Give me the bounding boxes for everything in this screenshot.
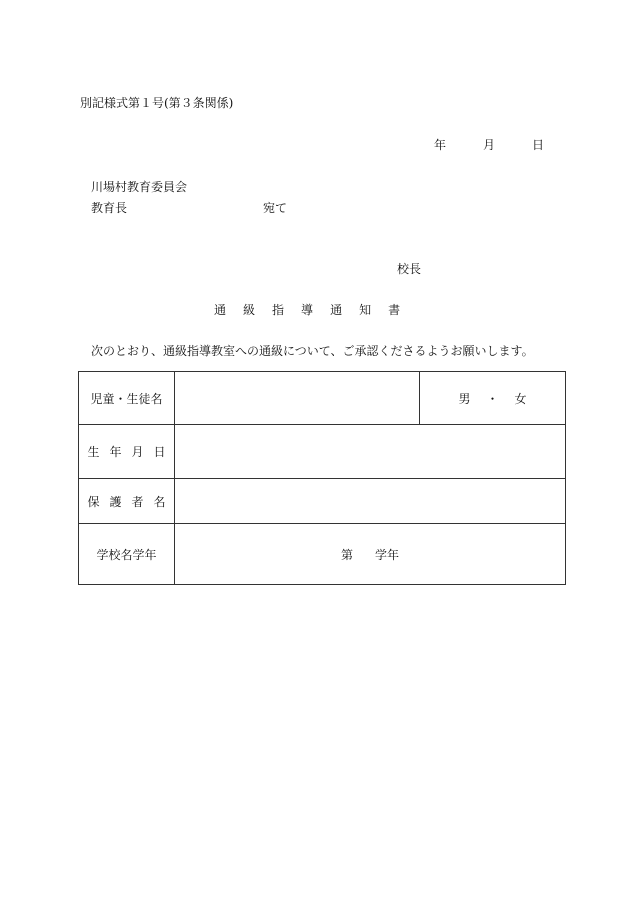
document-title	[214, 304, 417, 316]
title-char: 級	[243, 303, 256, 317]
label-char: 保	[87, 494, 100, 509]
label-char: 護	[109, 494, 122, 509]
sender-principal-label: 校長	[397, 262, 422, 276]
label-char: 生	[87, 445, 100, 459]
table-row	[79, 372, 566, 425]
date-month-label: 月	[483, 138, 496, 152]
birth-date-field[interactable]	[175, 425, 566, 479]
addressee-suffix: 宛て	[263, 201, 288, 215]
title-char: 通	[330, 303, 343, 317]
form-number-label: 別記様式第１号(第３条関係)	[80, 96, 234, 110]
school-grade-field[interactable]	[175, 524, 566, 585]
table-row	[79, 479, 566, 524]
grade-prefix: 第	[340, 547, 353, 562]
application-form-table	[78, 371, 566, 585]
label-char: 日	[153, 445, 166, 459]
title-char: 書	[388, 303, 401, 317]
addressee-title: 教育長	[91, 201, 128, 215]
label-char: 年	[109, 445, 122, 459]
date-year-label: 年	[434, 138, 447, 152]
title-char: 指	[272, 303, 285, 317]
title-char: 導	[301, 303, 314, 317]
title-char: 通	[214, 303, 227, 317]
gender-male[interactable]: 男	[458, 391, 471, 406]
table-row	[79, 425, 566, 479]
student-name-field[interactable]	[175, 372, 420, 425]
addressee-organization: 川場村教育委員会	[91, 180, 188, 194]
guardian-name-field[interactable]	[175, 479, 566, 524]
date-day-label: 日	[532, 138, 545, 152]
gender-female[interactable]: 女	[514, 391, 527, 406]
birth-date-label	[79, 425, 175, 479]
label-char: 月	[131, 445, 144, 459]
intro-text: 次のとおり、通級指導教室への通級について、ご承認くださるようお願いします。	[91, 344, 534, 358]
title-char: 知	[359, 303, 372, 317]
gender-field[interactable]	[420, 372, 566, 425]
guardian-name-label	[79, 479, 175, 524]
table-row	[79, 524, 566, 585]
school-grade-label: 学校名学年	[79, 524, 175, 585]
student-name-label: 児童・生徒名	[79, 372, 175, 425]
grade-suffix: 学年	[375, 547, 400, 562]
label-char: 者	[131, 494, 144, 509]
gender-separator: ・	[486, 391, 499, 406]
label-char: 名	[153, 494, 166, 509]
